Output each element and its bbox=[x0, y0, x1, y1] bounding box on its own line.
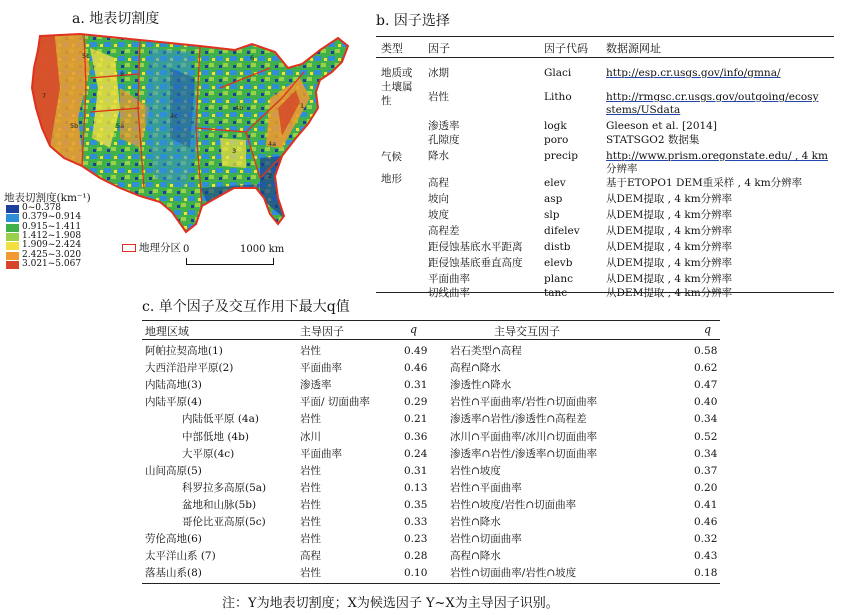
header-code: 因子代码 bbox=[544, 42, 588, 55]
interaction-factor: 渗透率∩岩性/渗透率∩切面曲率 bbox=[450, 447, 598, 460]
dominant-factor: 岩性 bbox=[300, 464, 321, 477]
factor-source: 基于ETOPO1 DEM重采样 , 4 km分辨率 bbox=[606, 177, 803, 189]
q-table-row bbox=[142, 411, 722, 428]
interaction-factor: 渗透率∩岩性/渗透性∩高程差 bbox=[450, 413, 587, 426]
dominant-factor: 岩性 bbox=[300, 567, 321, 580]
factor-source[interactable]: http://rmgsc.cr.usgs.gov/outgoing/ecosy bbox=[606, 91, 819, 103]
interaction-q-value: 0.34 bbox=[694, 413, 718, 426]
factor-source[interactable]: http://esp.cr.usgs.gov/info/gmna/ bbox=[606, 67, 781, 79]
factor-row bbox=[376, 224, 836, 240]
type-geology-1: 地质或 bbox=[381, 67, 413, 79]
interaction-q-value: 0.43 bbox=[694, 550, 718, 563]
interaction-q-value: 0.41 bbox=[694, 498, 718, 511]
legend-label: 0.379~0.914 bbox=[22, 212, 82, 223]
q-value: 0.21 bbox=[404, 413, 428, 426]
dominant-factor: 平面/ 切面曲率 bbox=[300, 396, 370, 409]
factor-code: logk bbox=[544, 120, 567, 132]
interaction-factor: 渗透性∩降水 bbox=[450, 379, 512, 392]
q-value: 0.31 bbox=[404, 379, 428, 392]
legend-swatch bbox=[6, 242, 19, 250]
factor-row bbox=[376, 192, 836, 208]
factor-source: 从DEM提取 , 4 km分辨率 bbox=[606, 273, 733, 285]
svg-text:4c: 4c bbox=[170, 112, 178, 120]
region-name: 内陆平原(4) bbox=[145, 396, 202, 409]
q-table-row bbox=[142, 565, 722, 582]
q-value: 0.24 bbox=[404, 447, 428, 460]
interaction-q-value: 0.34 bbox=[694, 447, 718, 460]
q-table-row bbox=[142, 446, 722, 463]
q-table-row bbox=[142, 360, 722, 377]
header-interaction-q: q bbox=[704, 323, 712, 336]
q-table-row bbox=[142, 480, 722, 497]
q-value: 0.13 bbox=[404, 481, 428, 494]
dominant-factor: 高程 bbox=[300, 550, 321, 563]
q-table-row bbox=[142, 377, 722, 394]
factor-name: 切线曲率 bbox=[428, 287, 470, 299]
factor-name: 渗透率 bbox=[428, 120, 460, 132]
interaction-factor: 岩性∩切面曲率/岩性∩坡度 bbox=[450, 567, 577, 580]
dominant-factor: 渗透率 bbox=[300, 379, 332, 392]
header-region: 地理区域 bbox=[145, 325, 189, 338]
factor-name: 距侵蚀基底垂直高度 bbox=[428, 257, 523, 269]
q-value: 0.29 bbox=[404, 396, 428, 409]
svg-text:8: 8 bbox=[120, 70, 125, 78]
q-value: 0.10 bbox=[404, 567, 428, 580]
factor-source-cont: 分辨率 bbox=[606, 163, 638, 175]
q-value: 0.46 bbox=[404, 362, 428, 375]
interaction-factor: 岩性∩坡度 bbox=[450, 464, 501, 477]
factor-source: STATSGO2 数据集 bbox=[606, 134, 700, 146]
factor-source: 从DEM提取 , 4 km分辨率 bbox=[606, 257, 733, 269]
legend-label: 0~0.378 bbox=[22, 203, 62, 213]
legend-swatch bbox=[6, 252, 19, 260]
svg-text:1: 1 bbox=[300, 102, 305, 110]
interaction-factor: 岩性∩平面曲率/岩性∩切面曲率 bbox=[450, 396, 598, 409]
q-table-row bbox=[142, 531, 722, 548]
dominant-factor: 岩性 bbox=[300, 345, 321, 357]
factor-name: 冰期 bbox=[428, 67, 449, 79]
factor-code: asp bbox=[544, 193, 563, 205]
svg-text:3: 3 bbox=[232, 147, 237, 155]
region-name: 内陆低平原 (4a) bbox=[182, 413, 259, 426]
interaction-q-value: 0.47 bbox=[694, 379, 718, 392]
header-source: 数据源网址 bbox=[606, 42, 661, 55]
q-value: 0.28 bbox=[404, 550, 428, 563]
interaction-q-value: 0.20 bbox=[694, 481, 718, 494]
svg-text:5a: 5a bbox=[116, 122, 125, 130]
type-geology-3: 性 bbox=[381, 95, 392, 107]
header-factor: 因子 bbox=[428, 42, 450, 55]
factor-source[interactable]: http://www.prism.oregonstate.edu/ , 4 km bbox=[606, 150, 828, 162]
factor-source: 从DEM提取 , 4 km分辨率 bbox=[606, 225, 733, 237]
factor-code: difelev bbox=[544, 225, 580, 237]
dominant-factor: 平面曲率 bbox=[300, 362, 342, 375]
q-value: 0.49 bbox=[404, 345, 428, 357]
region-name: 哥伦比亚高原(5c) bbox=[182, 516, 266, 528]
factor-code: precip bbox=[544, 150, 578, 162]
legend-swatch bbox=[6, 233, 19, 241]
region-name: 大西洋沿岸平原(2) bbox=[145, 362, 234, 375]
factor-name: 坡度 bbox=[428, 209, 449, 221]
q-table-row bbox=[142, 394, 722, 411]
svg-text:2: 2 bbox=[268, 172, 273, 180]
factor-row bbox=[376, 208, 836, 224]
interaction-q-value: 0.58 bbox=[694, 345, 718, 357]
legend-label: 1.412~1.908 bbox=[22, 230, 82, 241]
factor-code: planc bbox=[544, 273, 573, 285]
legend-swatch bbox=[6, 205, 19, 213]
svg-text:4a: 4a bbox=[268, 140, 277, 148]
region-name: 内陆高地(3) bbox=[145, 379, 202, 392]
interaction-factor: 高程∩降水 bbox=[450, 362, 501, 375]
table-note: 注：Y为地表切割度；X为候选因子 Y~X为主导因子识别。 bbox=[222, 596, 559, 611]
factor-source: 从DEM提取 , 4 km分辨率 bbox=[606, 193, 733, 205]
region-name: 中部低地 (4b) bbox=[182, 430, 249, 443]
interaction-q-value: 0.40 bbox=[694, 396, 718, 409]
region-boundary-swatch bbox=[122, 244, 136, 252]
svg-text:7: 7 bbox=[42, 92, 47, 100]
svg-text:5b: 5b bbox=[70, 122, 79, 130]
factor-code: Glaci bbox=[544, 67, 572, 79]
factor-code: slp bbox=[544, 209, 560, 221]
legend-label: 2.425~3.020 bbox=[22, 249, 82, 260]
factor-name: 平面曲率 bbox=[428, 273, 470, 285]
factor-name: 岩性 bbox=[428, 91, 449, 103]
factor-source: 从DEM提取 , 4 km分辨率 bbox=[606, 209, 733, 221]
interaction-factor: 岩性∩切面曲率 bbox=[450, 533, 522, 546]
q-table-row bbox=[142, 514, 722, 531]
factor-row bbox=[376, 90, 836, 116]
region-name: 盆地和山脉(5b) bbox=[182, 498, 257, 511]
factor-row bbox=[376, 149, 836, 175]
region-name: 大平原(4c) bbox=[182, 447, 235, 460]
factor-name: 降水 bbox=[428, 150, 449, 162]
factor-row bbox=[376, 133, 836, 149]
dominant-factor: 岩性 bbox=[300, 533, 321, 546]
dominant-factor: 岩性 bbox=[300, 516, 321, 528]
region-name: 科罗拉多高原(5a) bbox=[182, 481, 267, 494]
factor-code: poro bbox=[544, 134, 569, 146]
factor-source: 从DEM提取 , 4 km分辨率 bbox=[606, 287, 733, 299]
factor-row bbox=[376, 240, 836, 256]
q-table-row bbox=[142, 463, 722, 480]
scale-bar bbox=[186, 258, 274, 265]
factor-name: 高程 bbox=[428, 177, 449, 189]
factor-code: elevb bbox=[544, 257, 573, 269]
interaction-factor: 冰川∩平面曲率/冰川∩切面曲率 bbox=[450, 430, 598, 443]
svg-text:5c: 5c bbox=[82, 52, 90, 60]
factor-row bbox=[376, 176, 836, 192]
interaction-q-value: 0.18 bbox=[694, 567, 718, 580]
factor-name: 高程差 bbox=[428, 225, 460, 237]
factor-source-cont: stems/USdata bbox=[606, 104, 681, 116]
type-climate: 气候 bbox=[381, 151, 402, 163]
map-legend bbox=[4, 190, 91, 269]
q-table-row bbox=[142, 429, 722, 446]
factor-row bbox=[376, 286, 836, 302]
interaction-factor: 岩石类型∩高程 bbox=[450, 345, 522, 357]
region-name: 阿帕拉契高地(1) bbox=[145, 345, 223, 357]
type-terrain: 地形 bbox=[381, 173, 402, 185]
legend-swatch bbox=[6, 224, 19, 232]
svg-text:6: 6 bbox=[250, 54, 255, 62]
q-table-row bbox=[142, 548, 722, 565]
interaction-factor: 岩性∩平面曲率 bbox=[450, 481, 522, 494]
dominant-factor: 岩性 bbox=[300, 498, 321, 511]
q-value: 0.33 bbox=[404, 516, 428, 528]
scale-zero: 0 bbox=[183, 244, 190, 255]
interaction-factor: 岩性∩降水 bbox=[450, 516, 501, 528]
factor-row bbox=[376, 66, 836, 82]
region-name: 劳伦高地(6) bbox=[145, 533, 202, 546]
header-type: 类型 bbox=[381, 42, 403, 55]
factor-code: Litho bbox=[544, 91, 572, 103]
q-value: 0.36 bbox=[404, 430, 428, 443]
q-value: 0.23 bbox=[404, 533, 428, 546]
interaction-q-value: 0.32 bbox=[694, 533, 718, 546]
region-legend-label: 地理分区 bbox=[139, 242, 181, 254]
q-value: 0.31 bbox=[404, 464, 428, 477]
dominant-factor: 岩性 bbox=[300, 481, 321, 494]
interaction-factor: 岩性∩坡度/岩性∩切面曲率 bbox=[450, 498, 577, 511]
factor-code: distb bbox=[544, 241, 571, 253]
q-table-row bbox=[142, 343, 722, 360]
region-name: 太平洋山系 (7) bbox=[145, 550, 216, 563]
interaction-q-value: 0.52 bbox=[694, 430, 718, 443]
q-table-title: c. 单个因子及交互作用下最大q值 bbox=[142, 299, 350, 315]
dominant-factor: 平面曲率 bbox=[300, 447, 342, 460]
legend-label: 3.021~5.067 bbox=[22, 258, 82, 269]
header-dominant-factor: 主导因子 bbox=[300, 325, 344, 338]
factor-name: 坡向 bbox=[428, 193, 449, 205]
region-name: 落基山系(8) bbox=[145, 567, 202, 580]
interaction-q-value: 0.62 bbox=[694, 362, 718, 375]
type-geology-2: 土壤属 bbox=[381, 81, 413, 93]
scale-label: 1000 km bbox=[240, 244, 285, 255]
factor-source: 从DEM提取 , 4 km分辨率 bbox=[606, 241, 733, 253]
legend-label: 1.909~2.424 bbox=[22, 240, 82, 251]
interaction-q-value: 0.37 bbox=[694, 464, 718, 477]
interaction-factor: 高程∩降水 bbox=[450, 550, 501, 563]
legend-swatch bbox=[6, 214, 19, 222]
interaction-q-value: 0.46 bbox=[694, 516, 718, 528]
map-title: a. 地表切割度 bbox=[72, 11, 160, 27]
factor-source: Gleeson et al. [2014] bbox=[606, 120, 717, 132]
dominant-factor: 岩性 bbox=[300, 413, 321, 426]
factor-table-title: b. 因子选择 bbox=[376, 13, 450, 29]
dominant-factor: 冰川 bbox=[300, 430, 321, 443]
svg-text:4b: 4b bbox=[235, 104, 244, 112]
legend-swatch bbox=[6, 261, 19, 269]
factor-row bbox=[376, 256, 836, 272]
region-name: 山间高原(5) bbox=[145, 464, 202, 477]
q-value: 0.35 bbox=[404, 498, 428, 511]
header-interaction: 主导交互因子 bbox=[494, 325, 560, 338]
header-q: q bbox=[410, 323, 418, 336]
factor-name: 孔隙度 bbox=[428, 134, 460, 146]
factor-code: tanc bbox=[544, 287, 568, 299]
factor-code: elev bbox=[544, 177, 566, 189]
legend-label: 0.915~1.411 bbox=[22, 221, 82, 232]
legend-title: 地表切割度(km⁻¹) bbox=[4, 192, 91, 204]
factor-name: 距侵蚀基底水平距离 bbox=[428, 241, 523, 253]
q-table-row bbox=[142, 497, 722, 514]
